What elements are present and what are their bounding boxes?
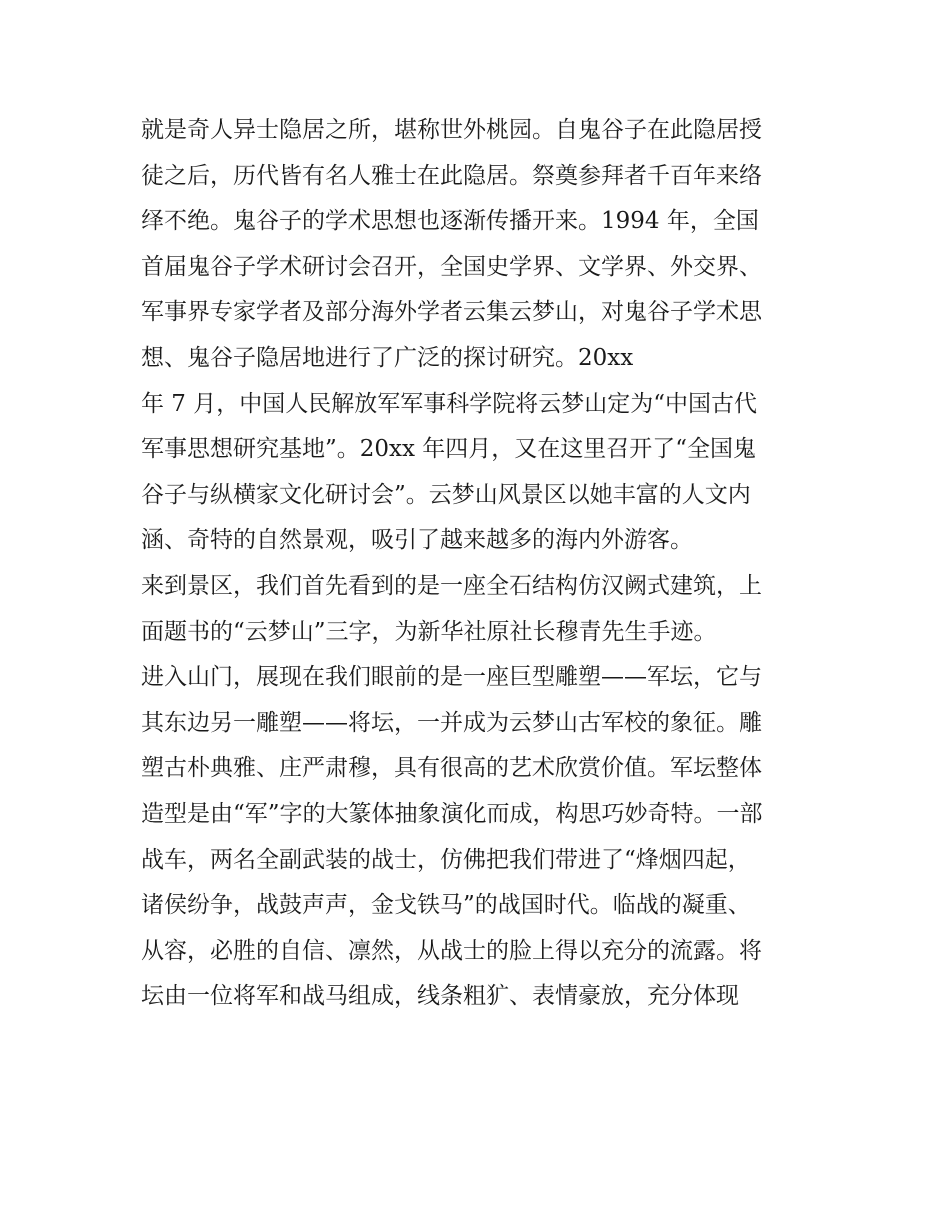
text-line: 徒之后，历代皆有名人雅士在此隐居。祭奠参拜者千百年来络: [141, 162, 762, 189]
text-line: 年 7 月，中国人民解放军军事科学院将云梦山定为“中国古代: [141, 390, 758, 417]
text-line: 战车，两名全副武装的战士，仿佛把我们带进了“烽烟四起，: [141, 846, 751, 873]
text-line: 从容，必胜的自信、凛然，从战士的脸上得以充分的流露。将: [141, 937, 762, 964]
text-line: 谷子与纵横家文化研讨会”。云梦山风景区以她丰富的人文内: [141, 481, 751, 508]
text-line: 涵、奇特的自然景观，吸引了越来越多的海内外游客。: [141, 527, 693, 554]
text-line: 绎不绝。鬼谷子的学术思想也逐渐传播开来。1994 年，全国: [141, 208, 759, 235]
text-line: 面题书的“云梦山”三字，为新华社原社长穆青先生手迹。: [141, 618, 717, 645]
body-text: [141, 108, 821, 1020]
text-line: 军事思想研究基地”。20xx 年四月，又在这里召开了“全国鬼: [141, 436, 757, 463]
text-line: 想、鬼谷子隐居地进行了广泛的探讨研究。20xx: [141, 344, 634, 371]
text-line: 进入山门，展现在我们眼前的是一座巨型雕塑——军坛，它与: [141, 664, 762, 691]
text-line: 造型是由“军”字的大篆体抽象演化而成，构思巧妙奇特。一部: [141, 800, 763, 827]
text-line: 塑古朴典雅、庄严肃穆，具有很高的艺术欣赏价值。军坛整体: [141, 755, 762, 782]
text-line: 就是奇人异士隐居之所，堪称世外桃园。自鬼谷子在此隐居授: [141, 117, 762, 143]
text-line: 其东边另一雕塑——将坛，一并成为云梦山古军校的象征。雕: [141, 709, 762, 736]
text-line: 首届鬼谷子学术研讨会召开，全国史学界、文学界、外交界、: [141, 253, 762, 280]
text-line: 来到景区，我们首先看到的是一座全石结构仿汉阙式建筑，上: [141, 572, 762, 599]
text-line: 诸侯纷争，战鼓声声，金戈铁马”的战国时代。临战的凝重、: [141, 892, 751, 919]
text-line: 军事界专家学者及部分海外学者云集云梦山，对鬼谷子学术思: [141, 299, 762, 326]
text-line: 坛由一位将军和战马组成，线条粗犷、表情豪放，充分体现: [141, 983, 739, 1010]
